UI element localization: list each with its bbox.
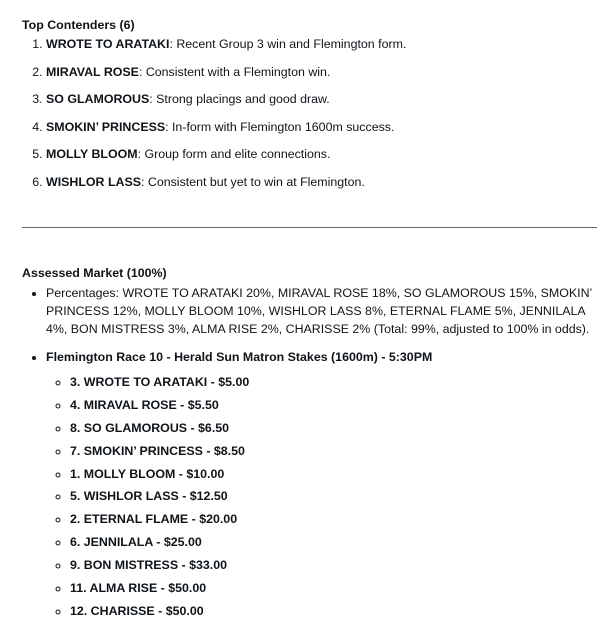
odds-item: ◦ 5. WISHLOR LASS - $12.50 bbox=[70, 488, 600, 505]
horse-name: MIRAVAL ROSE bbox=[46, 64, 139, 79]
odds-item: ◦ 4. MIRAVAL ROSE - $5.50 bbox=[70, 397, 600, 414]
assessed-market-heading: Assessed Market (100%) bbox=[22, 266, 167, 280]
race-title: Flemington Race 10 - Herald Sun Matron Stakes (1600m) - 5:30PM bbox=[46, 350, 433, 364]
market-list bbox=[22, 284, 600, 620]
odds-item: ◦ 3. WROTE TO ARATAKI - $5.00 bbox=[70, 374, 600, 391]
list-item bbox=[46, 119, 598, 136]
assessed-market-section bbox=[22, 265, 600, 630]
odds-item: ◦ 7. SMOKIN’ PRINCESS - $8.50 bbox=[70, 443, 600, 460]
horse-note: : Consistent with a Flemington win. bbox=[138, 64, 331, 79]
section-divider bbox=[22, 227, 597, 228]
list-item bbox=[46, 91, 598, 108]
horse-name: SO GLAMOROUS bbox=[46, 92, 150, 107]
horse-name: WISHLOR LASS bbox=[46, 174, 141, 189]
race-item bbox=[46, 348, 600, 620]
top-contenders-section bbox=[22, 17, 598, 191]
odds-item: ◦ 1. MOLLY BLOOM - $10.00 bbox=[70, 466, 600, 483]
list-item bbox=[46, 64, 598, 81]
horse-note: : Recent Group 3 win and Flemington form. bbox=[169, 37, 407, 51]
odds-item: ◦ 11. ALMA RISE - $50.00 bbox=[70, 580, 600, 597]
odds-list bbox=[46, 374, 600, 620]
horse-note: : Strong placings and good draw. bbox=[149, 92, 330, 107]
list-item bbox=[46, 36, 598, 53]
horse-name: MOLLY BLOOM bbox=[46, 147, 138, 162]
horse-note: : In-form with Flemington 1600m success. bbox=[165, 119, 395, 134]
horse-name: WROTE TO ARATAKI bbox=[46, 37, 170, 51]
contenders-list bbox=[22, 36, 598, 191]
odds-item: ◦ 8. SO GLAMOROUS - $6.50 bbox=[70, 420, 600, 437]
odds-item: ◦ 6. JENNILALA - $25.00 bbox=[70, 534, 600, 551]
list-item bbox=[46, 146, 598, 163]
horse-note: : Consistent but yet to win at Flemington. bbox=[141, 174, 365, 189]
list-item bbox=[46, 174, 598, 191]
horse-note: : Group form and elite connections. bbox=[137, 147, 331, 162]
percentages-item: • Percentages: WROTE TO ARATAKI 20%, MIRAVAL ROSE 18%, SO GLAMOROUS 15%, SMOKIN’ PRINCESS 12%, MOLLY BLOOM 10%, WISHLOR LASS 8%, ETERNAL FLAME 5%, JENNILALA 4%, BON MISTRESS 3%, ALMA RISE 2%, CHARISSE 2% (Total: 99%, adjusted to 100% in odds). bbox=[46, 284, 600, 338]
odds-item: ◦ 9. BON MISTRESS - $33.00 bbox=[70, 557, 600, 574]
odds-item: ◦ 12. CHARISSE - $50.00 bbox=[70, 603, 600, 620]
top-contenders-heading: Top Contenders (6) bbox=[22, 18, 135, 32]
odds-item: ◦ 2. ETERNAL FLAME - $20.00 bbox=[70, 511, 600, 528]
horse-name: SMOKIN’ PRINCESS bbox=[46, 119, 166, 134]
